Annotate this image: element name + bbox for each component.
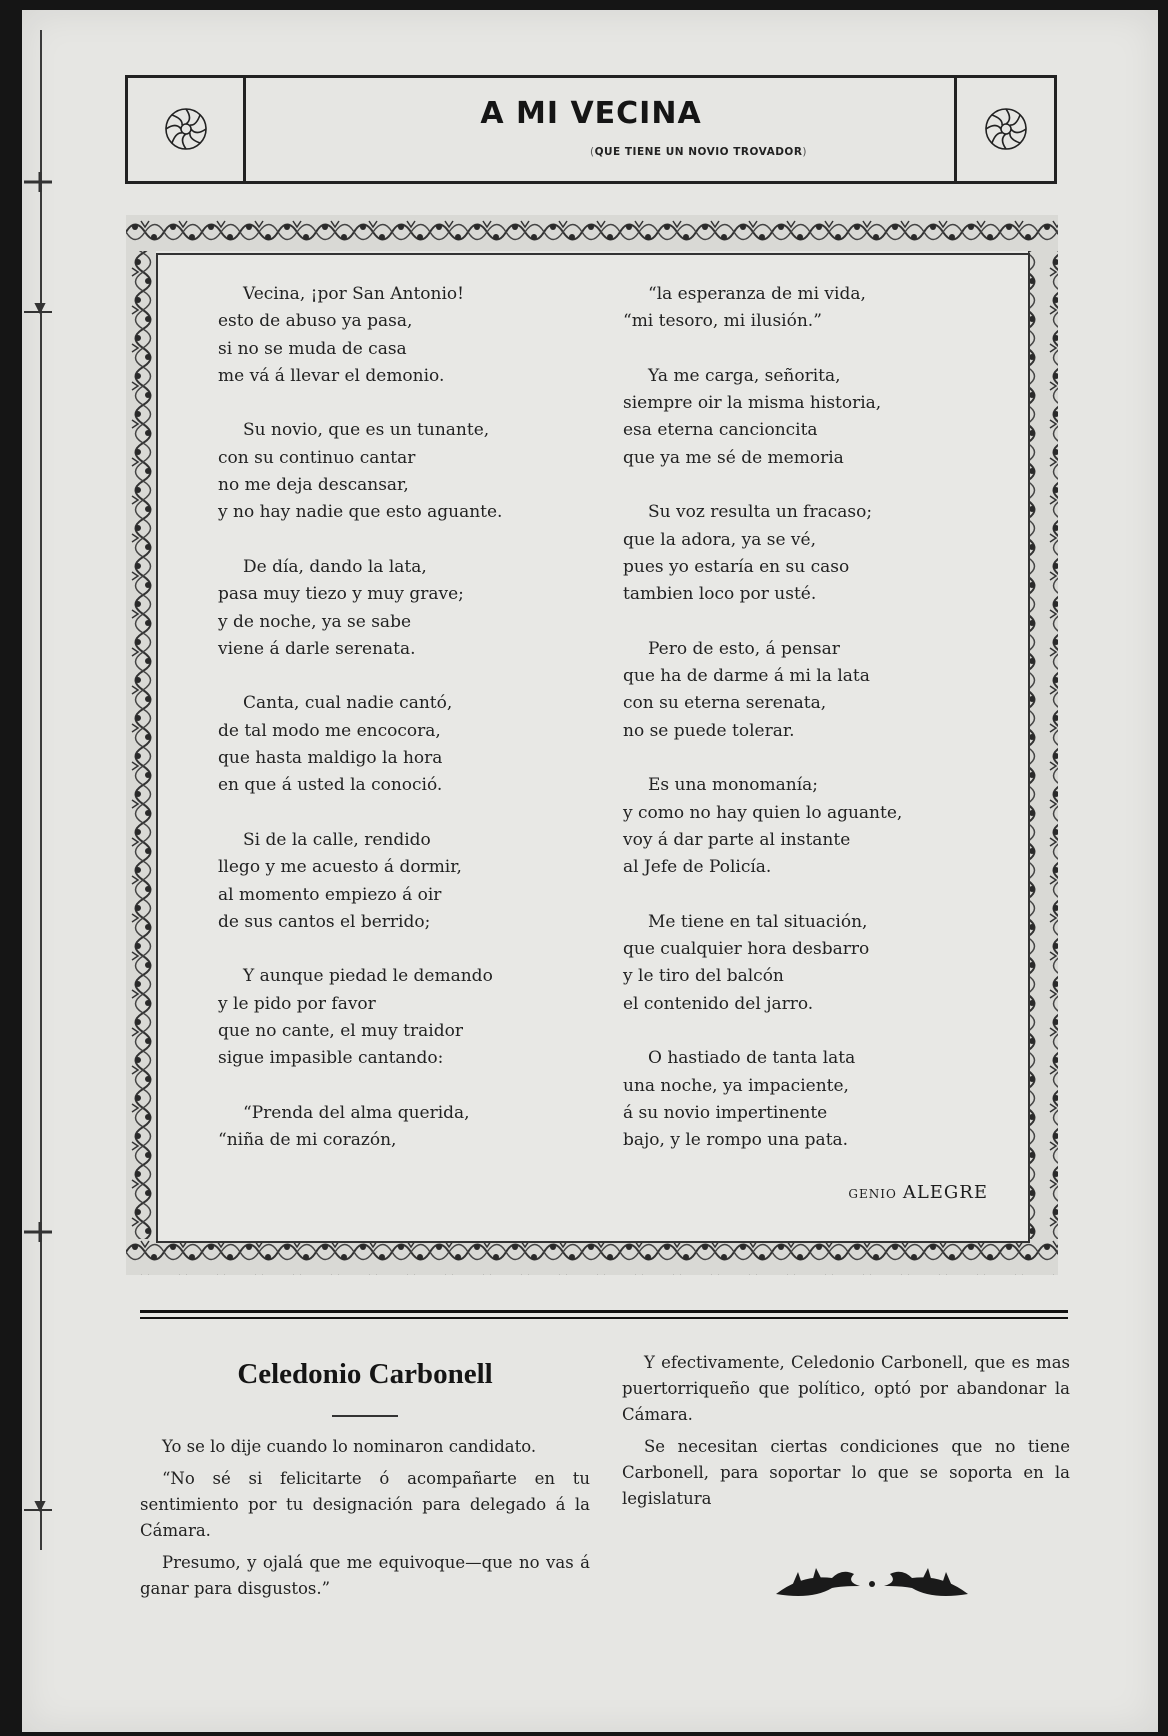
poem-line: al Jefe de Policía. [623, 857, 772, 878]
poem-stanza [218, 281, 502, 390]
poem-stanza [623, 1045, 902, 1154]
poem-line: me vá á llevar el demonio. [218, 365, 445, 386]
poem-stanza [623, 363, 902, 472]
poem-frame [126, 215, 1058, 1275]
article-right-column [622, 1350, 1070, 1518]
signature-first: GENIO [848, 1187, 897, 1201]
poem-line: “mi tesoro, mi ilusión.” [623, 311, 822, 332]
poem-line: que hasta maldigo la hora [218, 748, 443, 769]
poem-line: bajo, y le rompo una pata. [623, 1130, 849, 1151]
poem-line: esa eterna cancioncita [623, 420, 818, 441]
poem-subtitle: (QUE TIENE UN NOVIO TROVADOR) [590, 146, 808, 158]
binding-stitch-icon [22, 300, 56, 324]
magazine-page [22, 10, 1158, 1732]
signature-last: ALEGRE [902, 1182, 988, 1203]
poem-line: de tal modo me encocora, [218, 720, 441, 741]
poem-line: y le pido por favor [218, 993, 376, 1014]
poem-line: pasa muy tiezo y muy grave; [218, 584, 464, 605]
poem-line: Es una monomanía; [648, 775, 819, 796]
poem-line: una noche, ya impaciente, [623, 1075, 849, 1096]
poem-line: y de noche, ya se sabe [218, 611, 412, 632]
poem-line: á su novio impertinente [623, 1102, 828, 1123]
poem-box [156, 253, 1030, 1243]
poem-line: en que á usted la conoció. [218, 775, 443, 796]
poem-stanza [218, 417, 502, 526]
poem-line: “la esperanza de mi vida, [648, 284, 866, 304]
floral-ornament-icon [772, 1564, 972, 1604]
binding-stitch-icon [22, 1498, 56, 1522]
poem-line: De día, dando la lata, [243, 556, 427, 577]
poem-line: sigue impasible cantando: [218, 1048, 444, 1069]
poem-right-column [623, 281, 902, 1182]
poem-line: Su novio, que es un tunante, [243, 420, 490, 441]
article-left-column [140, 1434, 590, 1608]
poem-stanza [218, 554, 502, 663]
poem-line: que cualquier hora desbarro [623, 939, 870, 960]
poem-line: “niña de mi corazón, [218, 1130, 397, 1151]
poem-stanza [623, 909, 902, 1018]
poem-stanza [623, 281, 902, 336]
article-paragraph: Se necesitan ciertas condiciones que no tiene Carbonell, para soportar lo que se soporta en la legislatura [622, 1437, 1070, 1508]
poem-stanza [218, 690, 502, 799]
title-banner [125, 75, 1057, 184]
poem-line: que la adora, ya se vé, [623, 529, 816, 550]
poem-line: O hastiado de tanta lata [648, 1048, 856, 1069]
binding-stitch-icon [22, 170, 56, 194]
poem-stanza [623, 636, 902, 745]
title-rule [332, 1415, 398, 1417]
article-paragraph: Y efectivamente, Celedonio Carbonell, que es mas puertorriqueño que político, optó por abandonar la Cámara. [622, 1353, 1070, 1424]
poem-line: y no hay nadie que esto aguante. [218, 502, 503, 523]
poem-line: y como no hay quien lo aguante, [623, 802, 903, 823]
poem-line: que ha de darme á mi la lata [623, 666, 870, 687]
poem-signature [848, 1182, 988, 1203]
poem-title: A MI VECINA [480, 96, 702, 131]
poem-line: “Prenda del alma querida, [243, 1102, 470, 1123]
poem-line: Ya me carga, señorita, [648, 365, 841, 386]
poem-line: con su continuo cantar [218, 447, 416, 468]
poem-line: Si de la calle, rendido [243, 829, 431, 850]
article-paragraph: Presumo, y ojalá que me equivoque—que no vas á ganar para disgustos.” [140, 1553, 590, 1598]
poem-line: Pero de esto, á pensar [648, 638, 840, 659]
poem-line: Me tiene en tal situación, [648, 911, 868, 932]
poem-line: que ya me sé de memoria [623, 447, 844, 468]
section-divider [140, 1317, 1068, 1319]
article-paragraph: Yo se lo dije cuando lo nominaron candidato. [162, 1437, 537, 1456]
poem-line: Su voz resulta un fracaso; [648, 502, 873, 523]
poem-line: de sus cantos el berrido; [218, 911, 431, 932]
poem-line: viene á darle serenata. [218, 638, 416, 659]
poem-line: Y aunque piedad le demando [243, 966, 493, 987]
poem-stanza [218, 827, 502, 936]
poem-line: que no cante, el muy traidor [218, 1021, 463, 1042]
poem-line: al momento empiezo á oir [218, 884, 442, 905]
poem-line: si no se muda de casa [218, 338, 407, 359]
poem-stanza [218, 1100, 502, 1155]
poem-line: no me deja descansar, [218, 475, 409, 496]
article-title: Celedonio Carbonell [237, 1358, 493, 1390]
section-divider [140, 1310, 1068, 1313]
poem-line: llego y me acuesto á dormir, [218, 857, 462, 878]
poem-line: no se puede tolerar. [623, 720, 795, 741]
poem-line: Vecina, ¡por San Antonio! [243, 284, 464, 304]
poem-line: con su eterna serenata, [623, 693, 827, 714]
poem-line: pues yo estaría en su caso [623, 556, 850, 577]
poem-stanza [218, 963, 502, 1072]
poem-line: el contenido del jarro. [623, 993, 814, 1014]
binding-edge [40, 30, 42, 1550]
poem-line: siempre oir la misma historia, [623, 393, 882, 414]
poem-stanza [623, 772, 902, 881]
poem-line: esto de abuso ya pasa, [218, 311, 413, 332]
poem-line: Canta, cual nadie cantó, [243, 693, 453, 714]
poem-line: voy á dar parte al instante [623, 829, 851, 850]
poem-line: y le tiro del balcón [623, 966, 784, 987]
poem-stanza [623, 499, 902, 608]
article-paragraph: “No sé si felicitarte ó acompañarte en tu sentimiento por tu designación para delegado á la Cámara. [140, 1469, 590, 1540]
poem-line: tambien loco por usté. [623, 584, 817, 605]
binding-stitch-icon [22, 1220, 56, 1244]
poem-subtitle-text: QUE TIENE UN NOVIO TROVADOR [594, 146, 803, 158]
poem-left-column [218, 281, 502, 1182]
